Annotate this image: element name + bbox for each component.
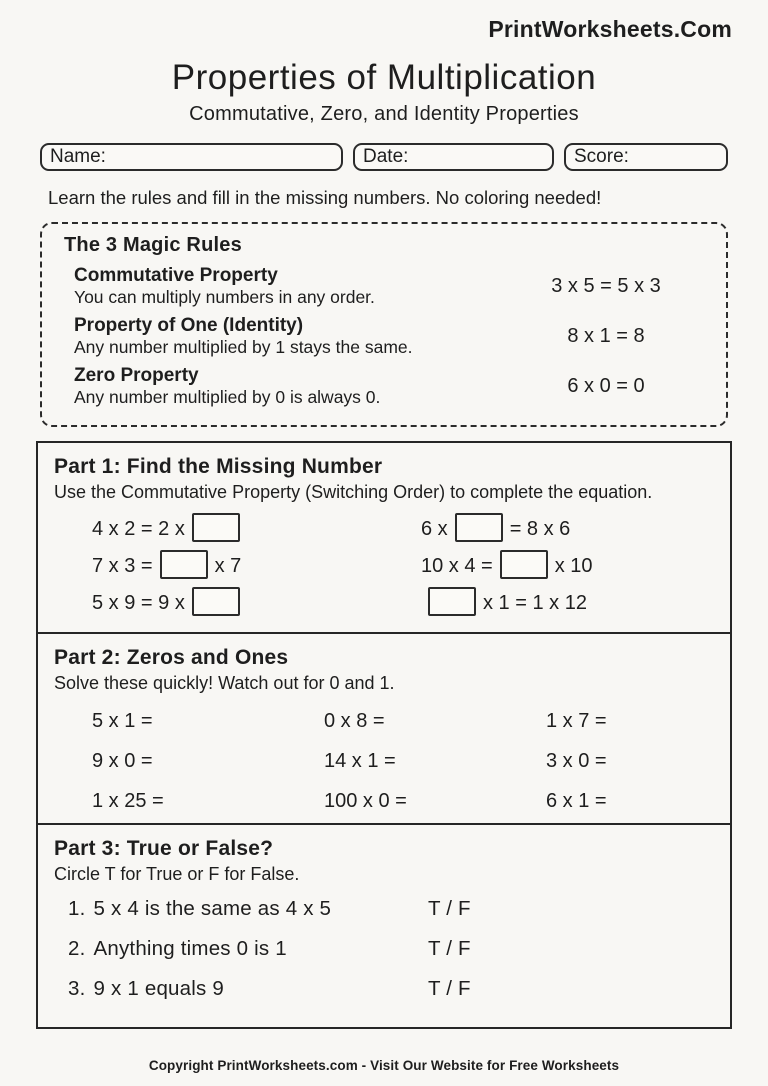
date-field[interactable] bbox=[353, 143, 554, 171]
part2-problem[interactable]: 1 x 25 = bbox=[92, 789, 164, 812]
item-statement: 9 x 1 equals 9 bbox=[93, 976, 224, 1000]
part1-equation bbox=[421, 548, 714, 585]
rule-commutative bbox=[74, 265, 706, 308]
part2-problem[interactable]: 3 x 0 = bbox=[546, 749, 607, 772]
equation-pre-text: 4 x 2 = 2 x bbox=[92, 517, 185, 540]
true-false-options[interactable]: T / F bbox=[428, 896, 471, 920]
part1-equation bbox=[92, 585, 385, 622]
rules-heading: The 3 Magic Rules bbox=[64, 234, 242, 256]
part2-problem[interactable]: 0 x 8 = bbox=[324, 709, 385, 732]
equation-post-text: x 7 bbox=[214, 554, 242, 577]
brand-logo-text: PrintWorksheets.Com bbox=[488, 16, 732, 42]
part2-instruction: Solve these quickly! Watch out for 0 and 1. bbox=[54, 672, 395, 693]
part3-instruction: Circle T for True or F for False. bbox=[54, 863, 300, 884]
item-number: 3. bbox=[68, 976, 86, 1000]
page-title: Properties of Multiplication bbox=[171, 58, 597, 97]
part3-section bbox=[38, 823, 730, 1027]
equation-post-text: x 10 bbox=[554, 554, 593, 577]
part1-equation bbox=[92, 511, 385, 548]
part2-section bbox=[38, 632, 730, 823]
part3-heading: Part 3: True or False? bbox=[54, 836, 274, 860]
rule-description: Any number multiplied by 1 stays the same. bbox=[74, 336, 413, 357]
equation-pre-text: 7 x 3 = bbox=[92, 554, 153, 577]
true-false-options[interactable]: T / F bbox=[428, 976, 471, 1000]
rule-description: Any number multiplied by 0 is always 0. bbox=[74, 386, 381, 407]
page-subtitle: Commutative, Zero, and Identity Properties bbox=[189, 103, 579, 125]
answer-box[interactable] bbox=[160, 550, 208, 579]
item-number: 2. bbox=[68, 936, 86, 960]
part2-problem[interactable]: 6 x 1 = bbox=[546, 789, 607, 812]
copyright-footer: Copyright PrintWorksheets.com - Visit Our Website for Free Worksheets bbox=[148, 1058, 620, 1073]
score-field-label: Score: bbox=[574, 146, 629, 167]
answer-box[interactable] bbox=[455, 513, 503, 542]
part2-problem[interactable]: 1 x 7 = bbox=[546, 709, 607, 732]
student-info-row bbox=[40, 143, 730, 171]
date-field-label: Date: bbox=[363, 146, 409, 167]
answer-box[interactable] bbox=[428, 587, 476, 616]
answer-box[interactable] bbox=[192, 513, 240, 542]
item-statement: Anything times 0 is 1 bbox=[93, 936, 287, 960]
rule-name: Commutative Property bbox=[74, 265, 278, 286]
part1-instruction: Use the Commutative Property (Switching Order) to complete the equation. bbox=[54, 481, 653, 502]
equation-pre-text: 5 x 9 = 9 x bbox=[92, 591, 185, 614]
equation-pre-text: 10 x 4 = bbox=[421, 554, 493, 577]
part1-equation bbox=[421, 585, 714, 622]
magic-rules-box bbox=[40, 222, 728, 427]
rule-example-equation: 6 x 0 = 0 bbox=[567, 374, 645, 397]
rule-description: You can multiply numbers in any order. bbox=[74, 286, 375, 307]
equation-post-text: x 1 = 1 x 12 bbox=[483, 591, 587, 614]
name-field-label: Name: bbox=[50, 146, 106, 167]
part3-item bbox=[68, 977, 714, 1001]
part1-heading: Part 1: Find the Missing Number bbox=[54, 454, 383, 478]
rule-example-equation: 8 x 1 = 8 bbox=[567, 324, 645, 347]
rule-example-equation: 3 x 5 = 5 x 3 bbox=[551, 274, 661, 297]
part3-item bbox=[68, 897, 714, 921]
rule-name: Zero Property bbox=[74, 364, 199, 386]
rule-identity bbox=[74, 315, 706, 358]
equation-post-text: = 8 x 6 bbox=[509, 517, 571, 540]
rule-name: Property of One (Identity) bbox=[74, 314, 304, 336]
part1-equation bbox=[92, 548, 385, 585]
equation-pre-text: 6 x bbox=[421, 517, 448, 540]
worksheet-instruction: Learn the rules and fill in the missing numbers. No coloring needed! bbox=[48, 187, 602, 208]
item-number: 1. bbox=[68, 896, 86, 920]
part2-heading: Part 2: Zeros and Ones bbox=[54, 645, 289, 669]
part2-problem[interactable]: 5 x 1 = bbox=[92, 709, 153, 732]
score-field[interactable] bbox=[564, 143, 728, 171]
item-statement: 5 x 4 is the same as 4 x 5 bbox=[93, 896, 332, 920]
part2-problem[interactable]: 100 x 0 = bbox=[324, 789, 407, 812]
answer-box[interactable] bbox=[192, 587, 240, 616]
part1-equation bbox=[421, 511, 714, 548]
part3-item bbox=[68, 937, 714, 961]
name-field[interactable] bbox=[40, 143, 343, 171]
part2-problem[interactable]: 9 x 0 = bbox=[92, 749, 153, 772]
part2-problem[interactable]: 14 x 1 = bbox=[324, 749, 396, 772]
answer-box[interactable] bbox=[500, 550, 548, 579]
true-false-options[interactable]: T / F bbox=[428, 936, 471, 960]
exercises-box bbox=[36, 441, 732, 1029]
part1-section bbox=[38, 443, 730, 632]
rule-zero bbox=[74, 365, 706, 408]
